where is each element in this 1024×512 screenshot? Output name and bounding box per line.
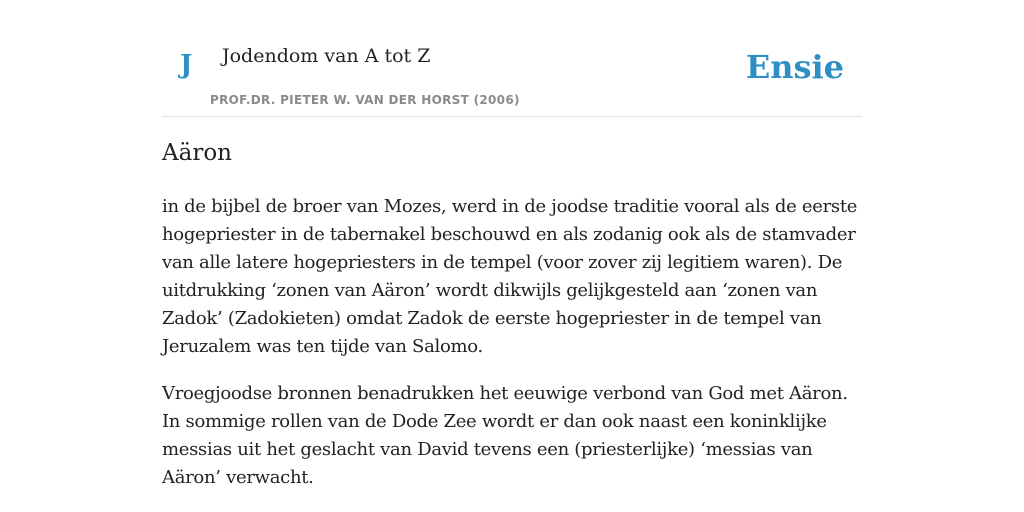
entry-body: [162, 193, 862, 511]
book-logo[interactable]: J: [180, 50, 193, 80]
header: [162, 0, 862, 117]
entry-paragraph: Vroegjoodse bronnen benadrukken het eeuwige verbond van God met Aäron. In sommige rollen van de Dode Zee wordt er dan ook naast een koninklijke messias uit het geslacht van David tevens een (priesterlijke) ‘messias van Aäron’ verwacht.: [162, 383, 848, 488]
book-title-link[interactable]: Jodendom van A tot Z: [222, 45, 431, 67]
author-label: PROF.DR. PIETER W. VAN DER HORST (2006): [210, 93, 520, 107]
entry-title: Aäron: [162, 140, 232, 166]
entry-paragraph: in de bijbel de broer van Mozes, werd in de joodse traditie vooral als de eerste hogepriester in de tabernakel beschouwd en als zodanig ook als de stamvader van alle latere hogepriesters in de tempel (voor zover zij legitiem waren). De uitdrukking ‘zonen van Aäron’ wordt dikwijls gelijkgesteld aan ‘zonen van Zadok’ (Zadokieten) omdat Zadok de eerste hogepriester in de tempel van Jeruzalem was ten tijde van Salomo.: [162, 196, 858, 357]
brand-logo[interactable]: Ensie: [745, 48, 844, 86]
